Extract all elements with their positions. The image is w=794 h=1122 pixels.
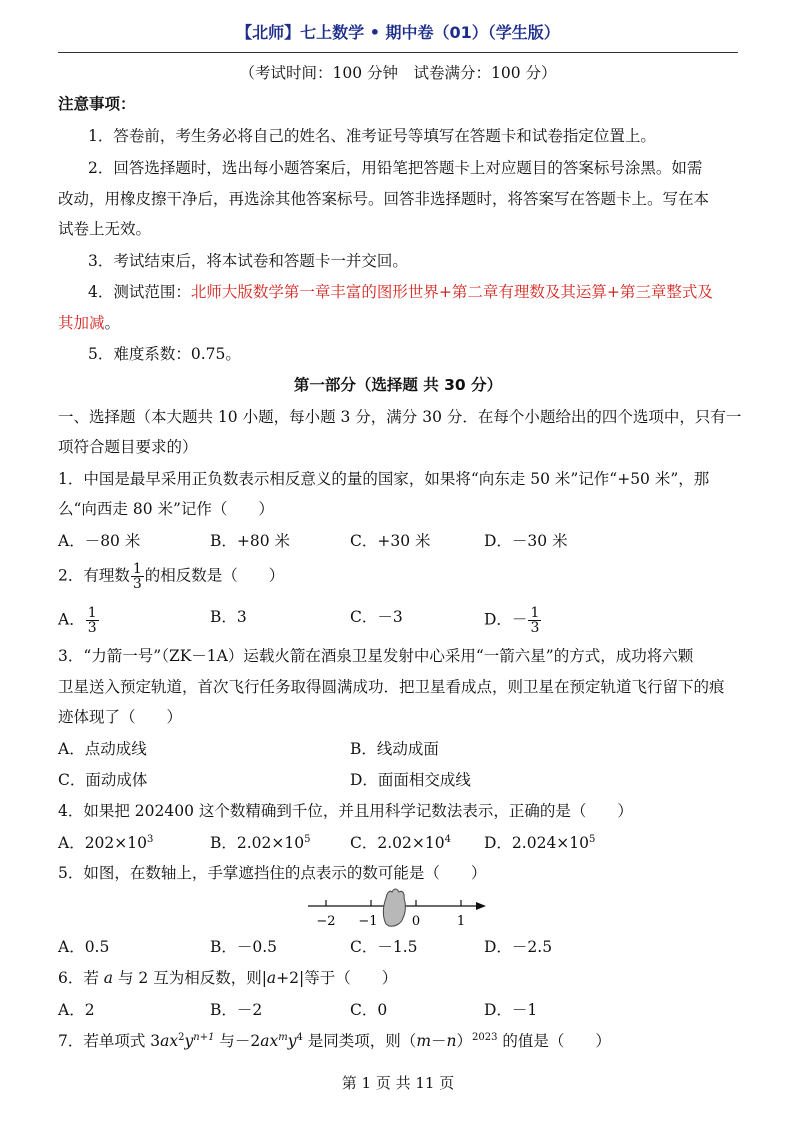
note-1: 1．答卷前，考生务必将自己的姓名、准考证号等填写在答题卡和试卷指定位置上。 — [88, 127, 656, 145]
q2-stem — [58, 562, 284, 591]
axis-label-0: 0 — [411, 914, 421, 929]
axis-label-1: 1 — [456, 914, 466, 929]
q3-option-b: B．线动成面 — [350, 740, 439, 758]
q1-option-a: A．－80 米 — [58, 532, 141, 550]
q1-stem-line-1: 1．中国是最早采用正负数表示相反意义的量的国家，如果将“向东走 50 米”记作“+50 米”，那 — [58, 470, 710, 488]
q2-option-c: C．－3 — [350, 608, 403, 626]
q3-option-d: D．面面相交成线 — [350, 771, 471, 789]
exam-info: （考试时间：100 分钟 试卷满分：100 分） — [239, 64, 557, 82]
part1-title: 第一部分（选择题 共 30 分） — [293, 376, 503, 394]
q5-option-c: C．－1.5 — [350, 938, 418, 956]
q3-option-c: C．面动成体 — [58, 771, 148, 789]
note-4-scope-cont: 其加减 — [58, 314, 105, 332]
q5-option-d: D．－2.5 — [484, 938, 553, 956]
number-line-figure — [300, 886, 490, 930]
q4-option-c: C．$2.02\times 10^4$ — [350, 833, 451, 852]
q1-option-b: B．+80 米 — [210, 532, 291, 550]
q3-stem-line-1: 3．“力箭一号”（ZK－1A）运载火箭在酒泉卫星发射中心采用“一箭六星”的方式，成功将六颗 — [58, 647, 694, 665]
note-4-prefix: 4．测试范围： — [88, 283, 191, 301]
q5-option-b: B．－0.5 — [210, 938, 278, 956]
note-3: 3．考试结束后，将本试卷和答题卡一并交回。 — [88, 252, 408, 270]
note-5: 5．难度系数：0.75。 — [88, 345, 241, 363]
note-4-line-2 — [58, 312, 120, 334]
q2-option-d-fraction: $\frac{1}{3}$ — [530, 605, 540, 636]
note-4-end: 。 — [104, 314, 121, 332]
q4-option-a: A．$202\times 10^3$ — [58, 833, 154, 852]
q2-fraction: $\frac{1}{3}$ — [132, 561, 142, 592]
q6-stem: 6．若 a 与 2 互为相反数，则|a+2|等于（ ） — [58, 969, 398, 987]
q5-stem: 5．如图，在数轴上，手掌遮挡住的点表示的数可能是（ ） — [58, 864, 487, 882]
q6-option-b: B．－2 — [210, 1001, 263, 1019]
note-4-scope: 北师大版数学第一章丰富的图形世界+第二章有理数及其运算+第三章整式及 — [190, 283, 713, 301]
header-rule — [58, 52, 738, 53]
q6-option-a: A．2 — [58, 1001, 95, 1019]
q6-option-c: C．0 — [350, 1001, 388, 1019]
q4-option-b: B．$2.02\times 10^5$ — [210, 833, 311, 852]
q2-option-a: A． $\frac{1}{3}$ — [58, 605, 97, 636]
q2-option-a-fraction: $\frac{1}{3}$ — [87, 605, 97, 636]
section-instructions-line-2: 项符合题目要求的） — [58, 438, 198, 456]
q2-stem-prefix: 2．有理数 — [58, 566, 130, 585]
note-4-line-1 — [88, 281, 713, 303]
note-2-line-1: 2．回答选择题时，选出每小题答案后，用铅笔把答题卡上对应题目的答案标号涂黑。如需 — [88, 159, 703, 177]
note-2-line-2: 改动，用橡皮擦干净后，再选涂其他答案标号。回答非选择题时，将答案写在答题卡上。写在本 — [58, 190, 710, 208]
number-line-arrow-icon — [476, 902, 486, 910]
q2-stem-suffix: 的相反数是（ ） — [144, 566, 285, 585]
page-footer: 第 1 页 共 11 页 — [341, 1074, 455, 1092]
axis-label-neg1: −1 — [358, 914, 378, 929]
hand-icon — [383, 889, 405, 926]
section-instructions-line-1: 一、选择题（本大题共 10 小题，每小题 3 分，满分 30 分．在每个小题给出的四个选项中，只有一 — [58, 408, 742, 426]
document-header: 【北师】七上数学 • 期中卷（01）（学生版） — [236, 23, 560, 42]
q1-stem-line-2: 么“向西走 80 米”记作（ ） — [58, 500, 274, 518]
q3-stem-line-3: 迹体现了（ ） — [58, 708, 183, 726]
q6-option-d: D．－1 — [484, 1001, 538, 1019]
q4-option-d: D．$2.024\times 10^5$ — [484, 833, 596, 852]
note-2-line-3: 试卷上无效。 — [58, 220, 152, 238]
q2-option-d: D．－ $\frac{1}{3}$ — [484, 605, 540, 636]
q3-stem-line-2: 卫星送入预定轨道，首次飞行任务取得圆满成功．把卫星看成点，则卫星在预定轨道飞行留下的痕 — [58, 678, 725, 696]
q1-option-d: D．－30 米 — [484, 532, 568, 550]
q7-stem: 7．若单项式 $3ax^2y^{n+1}$ 与$-2ax^my^4$ 是同类项，则$(m-n)^{2023}$ 的值是（ ） — [58, 1031, 611, 1050]
q1-option-c: C．+30 米 — [350, 532, 431, 550]
axis-label-neg2: −2 — [316, 914, 336, 929]
q3-option-a: A．点动成线 — [58, 740, 147, 758]
notes-heading: 注意事项： — [58, 95, 136, 113]
q5-option-a: A．0.5 — [58, 938, 110, 956]
q4-stem: 4．如果把 202400 这个数精确到千位，并且用科学记数法表示，正确的是（ ） — [58, 802, 633, 820]
q2-option-b: B．3 — [210, 608, 247, 626]
